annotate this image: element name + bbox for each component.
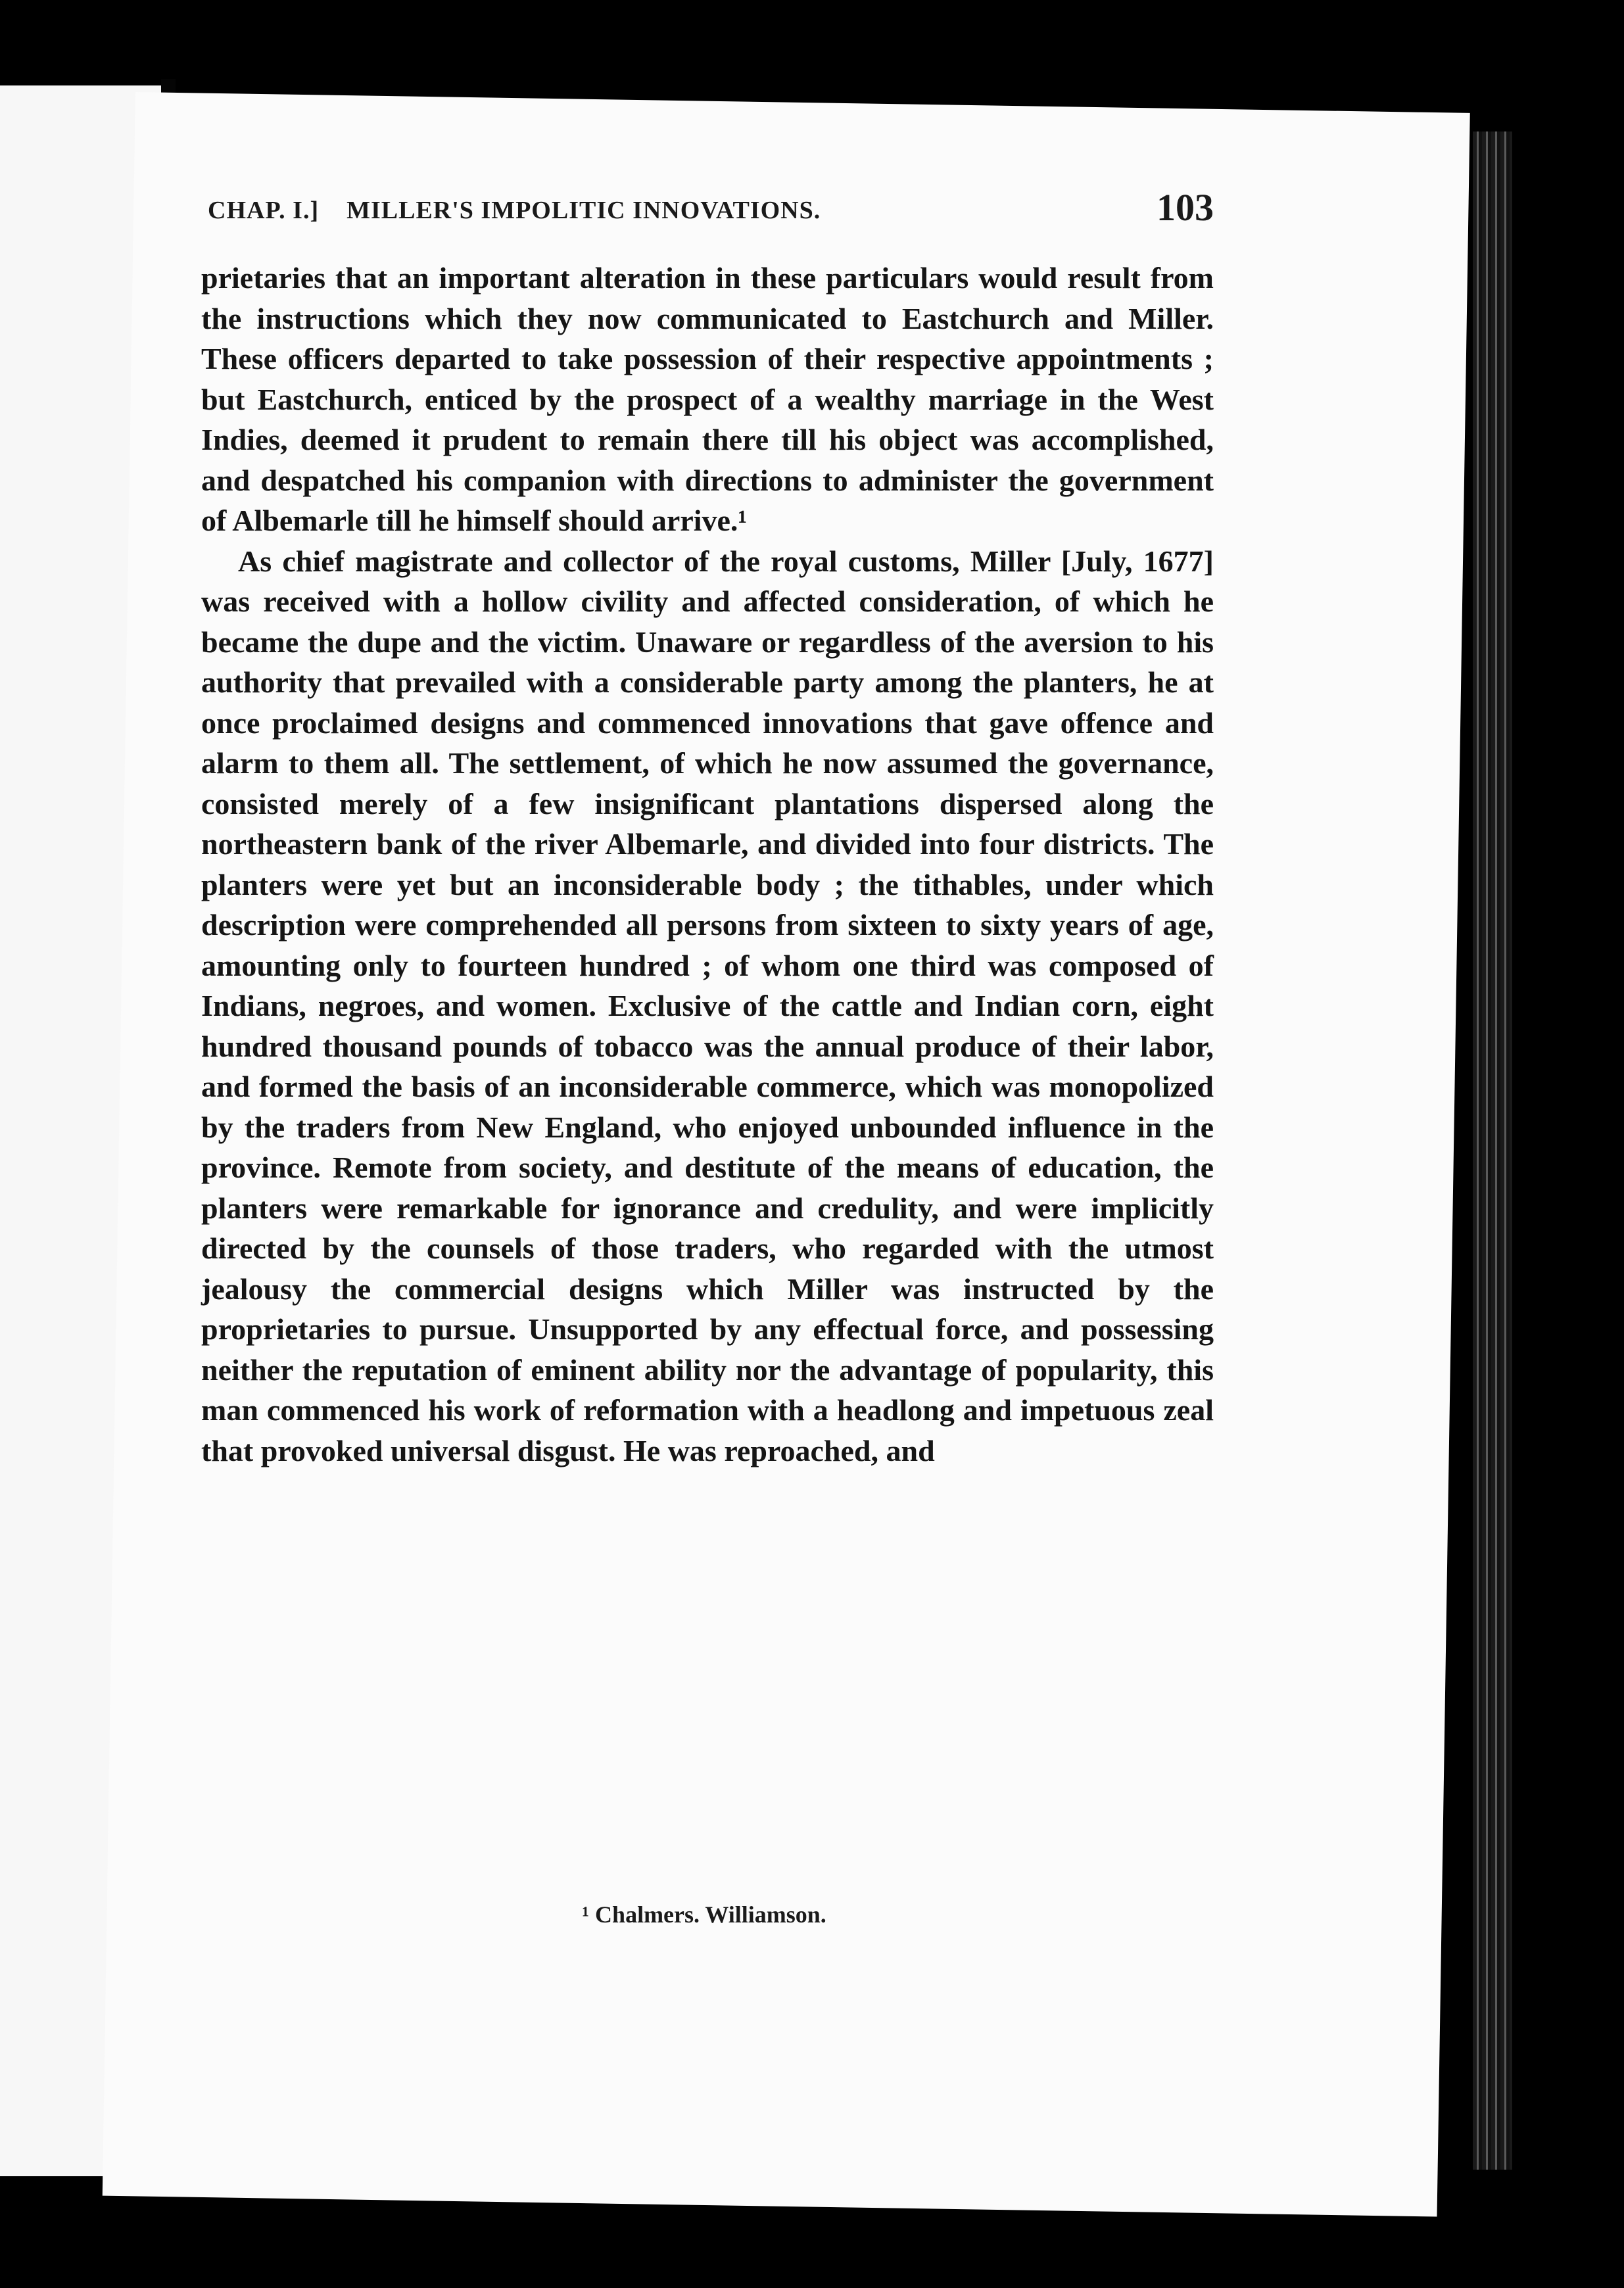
footnote: ¹ Chalmers. Williamson.: [582, 1901, 826, 1928]
paragraph-miller: As chief magistrate and collector of the royal customs, Miller [July, 1677] was received with a hollow civility and affected consideration, of which he became the dupe and the victim. Unaware or regardless of the aversion to his authority that prevailed with a considerable party among the planters, he at once proclaimed designs and commenced innovations that gave offence and alarm to them all. The settlement, of which he now assumed the governance, consisted merely of a few insignificant plantations dispersed along the northeastern bank of the river Albemarle, and divided into four districts. The planters were yet but an inconsiderable body ; the tithables, under which description were comprehended all persons from sixteen to sixty years of age, amounting only to fourteen hundred ; of whom one third was composed of Indians, negroes, and women. Exclusive of the cattle and Indian corn, eight hundred thousand pounds of tobacco was the annual produce of their labor, and formed the basis of an inconsiderable commerce, which was monopolized by the traders from New England, who enjoyed unbounded influence in the province. Remote from society, and destitute of the means of education, the planters were remarkable for ignorance and credulity, and were implicitly directed by the counsels of those traders, who regarded with the utmost jealousy the commercial designs which Miller was instructed by the proprietaries to pursue. Unsupported by any effectual force, and possessing neither the reputation of eminent ability nor the advantage of popularity, this man commenced his work of reformation with a headlong and impetuous zeal that provoked universal disgust. He was reproached, and: [201, 544, 1214, 1467]
running-head: CHAP. I.] MILLER'S IMPOLITIC INNOVATIONS.: [208, 197, 821, 224]
body-text: [201, 258, 1214, 1928]
paragraph-continuation: prietaries that an important alteration in these particulars would result from the instructions which they now communicated to Eastchurch and Miller. These officers departed to take possession of their respective appointments ; but Eastchurch, enticed by the prospect of a wealthy marriage in the West Indies, deemed it prudent to remain there till his object was accomplished, and despatched his companion with directions to administer the government of Albemarle till he himself should arrive.¹: [201, 261, 1214, 537]
page-header: [208, 185, 1214, 245]
page-edges: [1473, 131, 1512, 2170]
page-number: 103: [1157, 186, 1214, 229]
